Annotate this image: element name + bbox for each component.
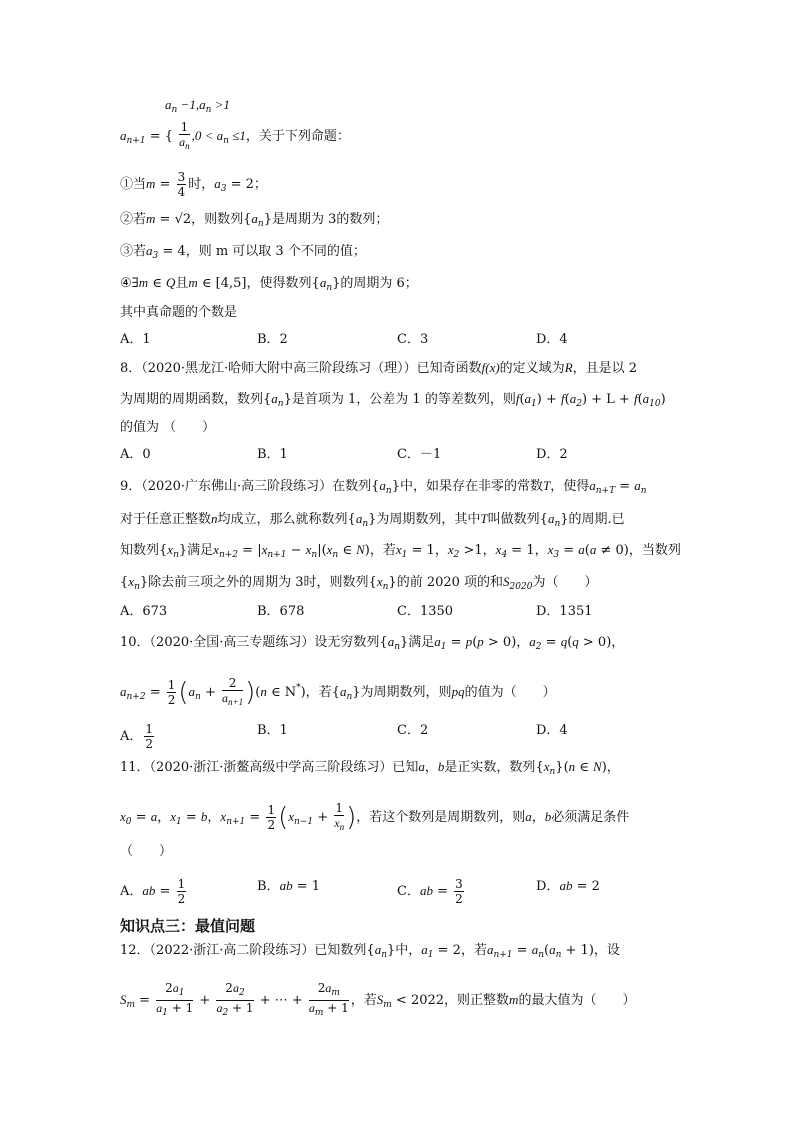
section-heading: 知识点三：最值问题 [120, 917, 256, 935]
q7-proposition-2: ②若m = √2，则数列$\{a_n\}$是周期为 3的数列； [120, 211, 389, 229]
q7-proposition-4: ④∃m ∈ Q且m ∈ [4,5]，使得数列$\{a_n\}$的周期为 6； [120, 275, 418, 293]
q11-line-2: $x_0 = a$，$x_1 = b$，$x_{n+1}$ = $\frac{1}{2}$ ($x_{n-1}$ + $\frac{1}{x_n}$ )，若这个数列是周期数列，则a，b必须满足条件 [120, 801, 630, 833]
q12-line-2: $S_m$ = $\frac{2a_1}{a_1 + 1}$ + $\frac{2a_2}{a_2 + 1}$ + ⋯ + $\frac{2a_m}{a_m + 1}$ ，若$S_m < 2022$，则正整数m的最大值为（ ） [120, 981, 636, 1018]
q10-option-a[interactable]: A． $\frac{1}{2}$ [120, 722, 154, 751]
q9-option-b[interactable]: B．678 [257, 604, 305, 619]
q8-line-3: 的值为 （ ） [120, 420, 216, 435]
q11-line-1: 11．（2020·浙江·浙鳌高级中学高三阶段练习）已知a，b是正实数，数列$\{x_n\}(n$ ∈ N)， [120, 759, 620, 777]
q8-line-2: 为周期的周期函数，数列$\{a_n\}$是首项为 1，公差为 1 的等差数列，则$f(a_1) + f(a_2) + L + f(a_{10})$ [120, 391, 666, 409]
q9-option-c[interactable]: C．1350 [397, 604, 454, 619]
q7-fraction: $\frac{1}{a_n}$ [179, 120, 190, 151]
q9-line-4: $\{x_n\}$除去前三项之外的周期为 3时，则数列$\{x_n\}$的前 2020 项的和$S_{2020}$为（ ） [120, 574, 598, 592]
q8-option-a[interactable]: A．0 [120, 447, 151, 462]
q9-line-2: 对于任意正整数n均成立，那么就称数列$\{a_n\}$为周期数列，其中T叫做数列$\{a_n\}$的周期.已 [120, 511, 625, 529]
q8-option-b[interactable]: B．1 [257, 447, 288, 462]
q9-line-3: 知数列$\{x_n\}$满足$x_{n+2} = |x_{n+1} - x_n|(x_n$ ∈ N)，若$x_1 = 1$，$x_2 >1$，$x_4 = 1$，$x_3 = a(a \ne 0)$，当数列 [120, 542, 681, 560]
q10-option-c[interactable]: C．2 [397, 723, 429, 738]
q11-option-c[interactable]: C．ab = $\frac{3}{2}$ [397, 877, 463, 906]
q7-option-d[interactable]: D．4 [536, 332, 568, 347]
q7-piecewise-case1: $a_n -1,a_n >1$ [165, 97, 230, 115]
q10-line-1: 10．（2020·全国·高三专题练习）设无穷数列$\{a_n\}$满足$a_1 = p(p > 0)$，$a_2 = q(q > 0)$， [120, 634, 625, 652]
q7-proposition-1: ①当m = $\frac{3}{4}$ 时，$a_3 = 2$； [120, 170, 267, 199]
q8-option-c[interactable]: C．－1 [397, 447, 442, 462]
q7-option-c[interactable]: C．3 [397, 332, 429, 347]
q11-option-b[interactable]: B．ab = 1 [257, 878, 320, 894]
q7-proposition-3: ③若$a_3 = 4$，则 m 可以取 3 个不同的值； [120, 243, 366, 261]
q9-option-a[interactable]: A．673 [120, 604, 168, 619]
q11-option-d[interactable]: D．ab = 2 [536, 878, 600, 894]
q9-option-d[interactable]: D．1351 [536, 604, 593, 619]
q7-intro-text: ，关于下列命题： [245, 129, 350, 144]
q11-option-a[interactable]: A．ab = $\frac{1}{2}$ [120, 877, 186, 906]
q10-option-b[interactable]: B．1 [257, 723, 288, 738]
q7-option-a[interactable]: A．1 [120, 332, 151, 347]
q7-recurrence-line: $a_{n+1}$ = { $\frac{1}{a_n}$ $,0 < a_n \le 1$，关于下列命题： [120, 120, 350, 151]
q8-option-d[interactable]: D．2 [536, 447, 568, 462]
q10-option-d[interactable]: D．4 [536, 723, 568, 738]
q10-line-2: $a_{n+2}$ = $\frac{1}{2}$ ($a_n$ + $\frac{2}{a_{n+1}}$ )(n ∈ N*)，若$\{a_n\}$为周期数列，则pq的值为（ ） [120, 676, 556, 708]
q12-line-1: 12．（2022·浙江·高二阶段练习）已知数列$\{a_n\}$中，$a_1 = 2$，若$a_{n+1} = a_n(a_n + 1)$，设 [120, 942, 620, 960]
q7-option-b[interactable]: B．2 [257, 332, 288, 347]
q11-line-3: （ ） [120, 844, 173, 859]
q7-question: 其中真命题的个数是 [120, 305, 238, 320]
q8-line-1: 8．（2020·黑龙江·哈师大附中高三阶段练习（理））已知奇函数f(x)的定义域为R，且是以 2 [120, 360, 638, 376]
q9-line-1: 9．（2020·广东佛山·高三阶段练习）在数列$\{a_n\}$中，如果存在非零的常数T，使得$a_{n+T} = a_n$ [120, 478, 647, 496]
